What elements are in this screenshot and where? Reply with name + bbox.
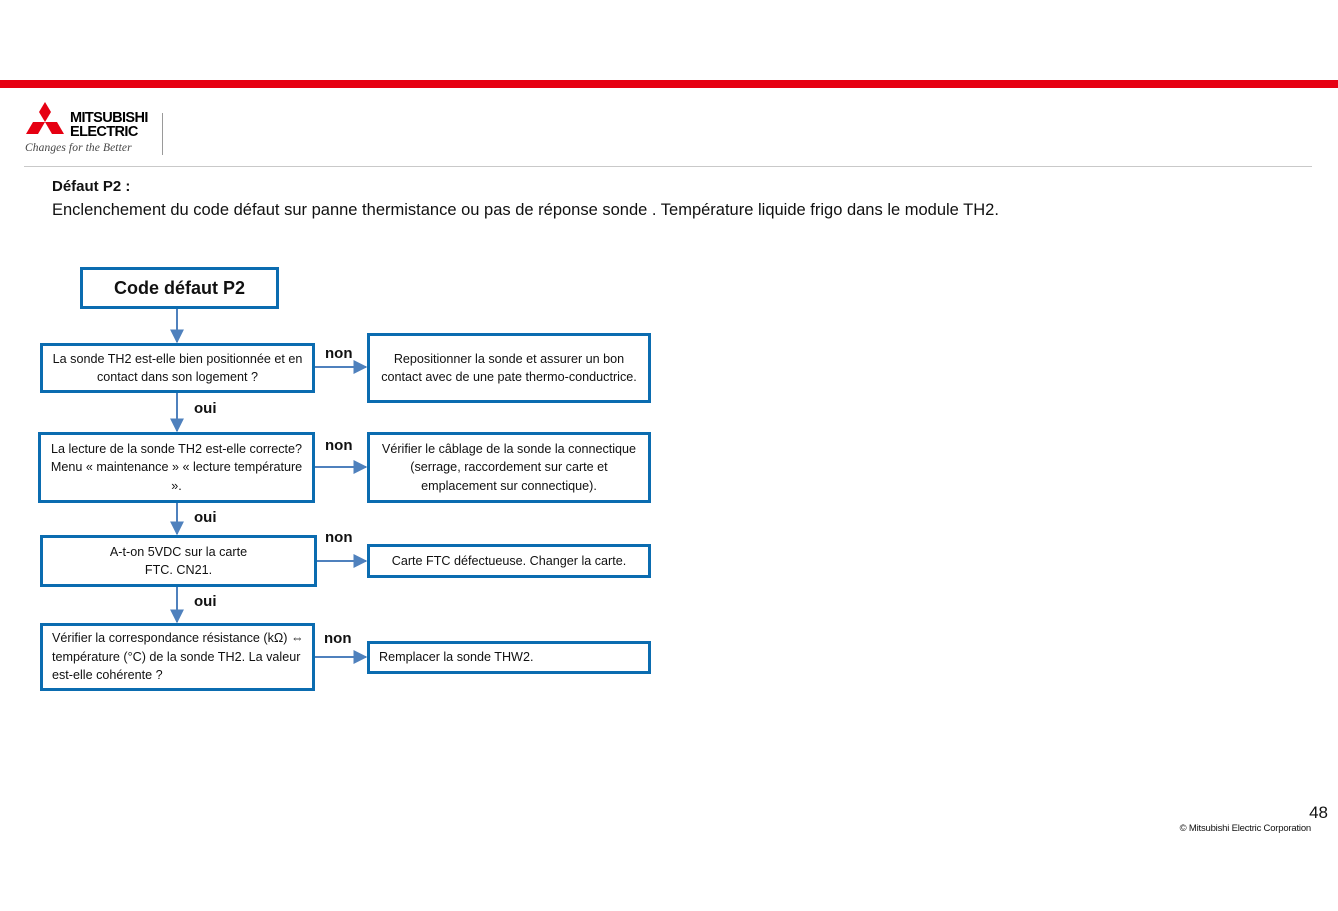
action-box-step1: Repositionner la sonde et assurer un bon contact avec de une pate thermo-conductrice. <box>367 333 651 403</box>
action-box-step3: Carte FTC défectueuse. Changer la carte. <box>367 544 651 578</box>
yes-label-step2: oui <box>194 509 217 526</box>
copyright-notice: © Mitsubishi Electric Corporation <box>1179 823 1311 834</box>
no-label-step4: non <box>324 630 352 647</box>
no-label-step2: non <box>325 437 353 454</box>
no-label-step3: non <box>325 529 353 546</box>
page-title: Défaut P2 : <box>52 178 131 195</box>
question-box-step2: La lecture de la sonde TH2 est-elle correcte? Menu « maintenance » « lecture température ». <box>38 432 315 503</box>
page-description: Enclenchement du code défaut sur panne thermistance ou pas de réponse sonde . Température liquide frigo dans le module TH2. <box>52 201 999 219</box>
logo-brand-line2: ELECTRIC <box>70 124 138 140</box>
action-box-step2: Vérifier le câblage de la sonde la connectique (serrage, raccordement sur carte et emplacement sur connectique). <box>367 432 651 503</box>
yes-label-step1: oui <box>194 400 217 417</box>
logo-brand-line1: MITSUBISHI <box>70 110 148 126</box>
yes-label-step3: oui <box>194 593 217 610</box>
action-box-step4: Remplacer la sonde THW2. <box>367 641 651 674</box>
question-box-step4: Vérifier la correspondance résistance (kΩ) ⇔ température (°C) de la sonde TH2. La valeur est-elle cohérente ? <box>40 623 315 691</box>
logo-tagline: Changes for the Better <box>25 142 132 154</box>
question-box-step1: La sonde TH2 est-elle bien positionnée et en contact dans son logement ? <box>40 343 315 393</box>
no-label-step1: non <box>325 345 353 362</box>
start-node-code-defaut: Code défaut P2 <box>80 267 279 309</box>
page-number: 48 <box>1309 803 1328 822</box>
question-box-step3: A-t-on 5VDC sur la carte FTC. CN21. <box>40 535 317 587</box>
